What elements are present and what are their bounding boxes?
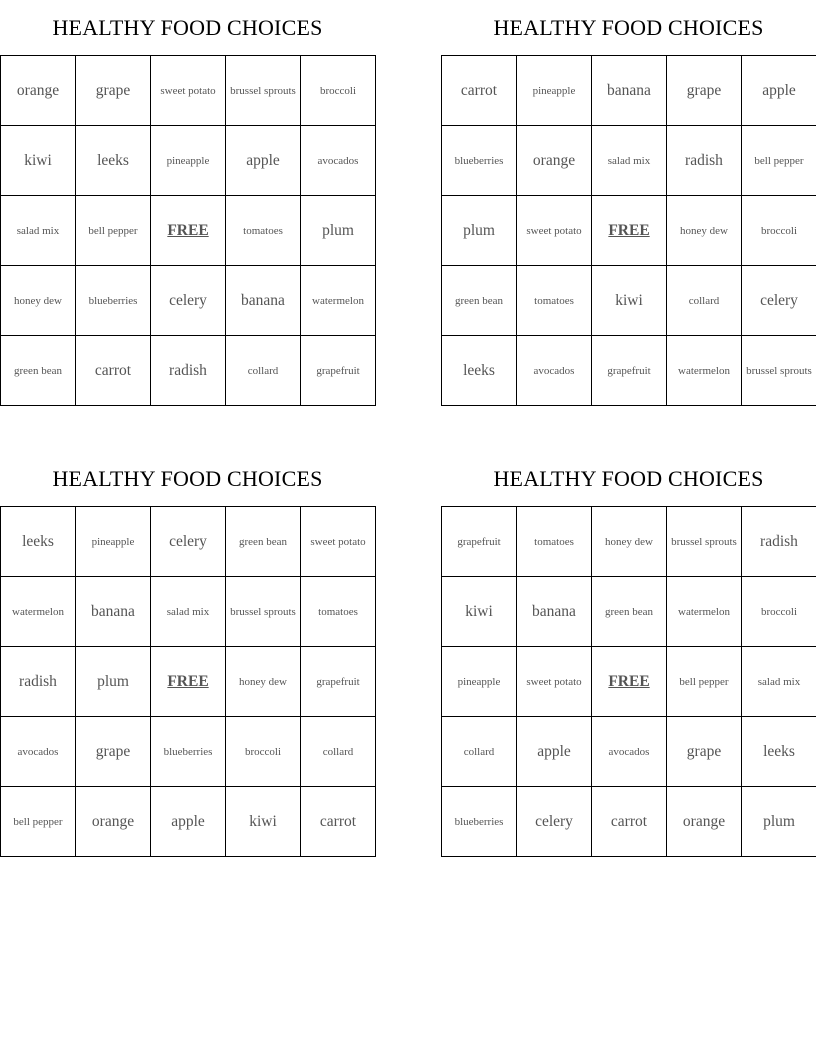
grid-cell: brussel sprouts xyxy=(742,336,816,406)
grid-cell: pineapple xyxy=(517,56,592,126)
grid-cell: grape xyxy=(76,56,151,126)
grid-cell: tomatoes xyxy=(226,196,301,266)
grid-cell: green bean xyxy=(442,266,517,336)
grid-cell: broccoli xyxy=(226,717,301,787)
grid-cell: radish xyxy=(1,647,76,717)
grid-row xyxy=(1,266,376,336)
bingo-card-2 xyxy=(441,0,816,406)
grid-cell: apple xyxy=(151,787,226,857)
grid-cell: kiwi xyxy=(442,577,517,647)
grid-cell: watermelon xyxy=(667,577,742,647)
bingo-grid xyxy=(0,55,376,406)
grid-cell: tomatoes xyxy=(517,266,592,336)
grid-cell: plum xyxy=(301,196,376,266)
grid-cell: broccoli xyxy=(301,56,376,126)
free-space-cell: FREE xyxy=(151,196,226,266)
grid-cell: blueberries xyxy=(442,126,517,196)
grid-cell: broccoli xyxy=(742,196,816,266)
grid-cell: brussel sprouts xyxy=(226,56,301,126)
grid-cell: blueberries xyxy=(151,717,226,787)
grid-cell: avocados xyxy=(517,336,592,406)
grid-row xyxy=(1,787,376,857)
card-title: HEALTHY FOOD CHOICES xyxy=(493,466,764,491)
grid-row xyxy=(1,717,376,787)
card-title: HEALTHY FOOD CHOICES xyxy=(493,15,764,40)
grid-cell: banana xyxy=(76,577,151,647)
grid-cell: watermelon xyxy=(667,336,742,406)
grid-row xyxy=(1,56,376,126)
grid-row xyxy=(442,196,816,266)
grid-row xyxy=(442,577,816,647)
grid-cell: celery xyxy=(151,507,226,577)
grid-cell: sweet potato xyxy=(517,647,592,717)
grid-cell: bell pepper xyxy=(742,126,816,196)
grid-cell: leeks xyxy=(76,126,151,196)
grid-row xyxy=(442,507,816,577)
grid-cell: grape xyxy=(76,717,151,787)
grid-row xyxy=(1,336,376,406)
grid-cell: kiwi xyxy=(1,126,76,196)
grid-cell: pineapple xyxy=(76,507,151,577)
grid-cell: sweet potato xyxy=(517,196,592,266)
grid-cell: honey dew xyxy=(226,647,301,717)
grid-cell: blueberries xyxy=(442,787,517,857)
grid-cell: grapefruit xyxy=(592,336,667,406)
grid-cell: grapefruit xyxy=(301,647,376,717)
grid-cell: banana xyxy=(226,266,301,336)
grid-row xyxy=(442,126,816,196)
grid-cell: grapefruit xyxy=(442,507,517,577)
grid-cell: pineapple xyxy=(442,647,517,717)
grid-cell: collard xyxy=(301,717,376,787)
grid-cell: honey dew xyxy=(1,266,76,336)
grid-cell: carrot xyxy=(301,787,376,857)
grid-row xyxy=(442,336,816,406)
grid-cell: bell pepper xyxy=(667,647,742,717)
grid-cell: salad mix xyxy=(592,126,667,196)
grid-cell: bell pepper xyxy=(76,196,151,266)
grid-cell: honey dew xyxy=(592,507,667,577)
card-title: HEALTHY FOOD CHOICES xyxy=(52,15,323,40)
grid-cell: orange xyxy=(76,787,151,857)
grid-cell: brussel sprouts xyxy=(226,577,301,647)
grid-cell: banana xyxy=(592,56,667,126)
grid-cell: sweet potato xyxy=(301,507,376,577)
grid-cell: carrot xyxy=(442,56,517,126)
grid-cell: honey dew xyxy=(667,196,742,266)
grid-cell: green bean xyxy=(226,507,301,577)
grid-cell: salad mix xyxy=(742,647,816,717)
grid-cell: plum xyxy=(442,196,517,266)
grid-row xyxy=(442,647,816,717)
bingo-grid xyxy=(441,55,816,406)
grid-cell: collard xyxy=(226,336,301,406)
grid-row xyxy=(1,196,376,266)
grid-row xyxy=(442,717,816,787)
grid-cell: avocados xyxy=(592,717,667,787)
grid-cell: avocados xyxy=(301,126,376,196)
grid-cell: grapefruit xyxy=(301,336,376,406)
grid-cell: carrot xyxy=(76,336,151,406)
grid-cell: celery xyxy=(742,266,816,336)
grid-cell: salad mix xyxy=(151,577,226,647)
grid-cell: orange xyxy=(517,126,592,196)
bingo-card-1 xyxy=(0,0,375,406)
grid-row xyxy=(442,787,816,857)
grid-cell: apple xyxy=(742,56,816,126)
grid-row xyxy=(1,647,376,717)
grid-cell: celery xyxy=(517,787,592,857)
free-space-cell: FREE xyxy=(592,647,667,717)
grid-cell: blueberries xyxy=(76,266,151,336)
bingo-grid xyxy=(0,506,376,857)
grid-cell: green bean xyxy=(1,336,76,406)
grid-cell: green bean xyxy=(592,577,667,647)
free-space-cell: FREE xyxy=(592,196,667,266)
grid-cell: broccoli xyxy=(742,577,816,647)
grid-cell: kiwi xyxy=(592,266,667,336)
grid-cell: orange xyxy=(667,787,742,857)
grid-cell: watermelon xyxy=(1,577,76,647)
grid-row xyxy=(1,507,376,577)
card-title: HEALTHY FOOD CHOICES xyxy=(52,466,323,491)
grid-cell: grape xyxy=(667,56,742,126)
grid-cell: kiwi xyxy=(226,787,301,857)
free-space-cell: FREE xyxy=(151,647,226,717)
grid-cell: banana xyxy=(517,577,592,647)
grid-cell: carrot xyxy=(592,787,667,857)
grid-row xyxy=(442,266,816,336)
grid-row xyxy=(442,56,816,126)
grid-cell: pineapple xyxy=(151,126,226,196)
grid-cell: sweet potato xyxy=(151,56,226,126)
grid-cell: plum xyxy=(76,647,151,717)
grid-cell: watermelon xyxy=(301,266,376,336)
grid-row xyxy=(1,126,376,196)
bingo-grid xyxy=(441,506,816,857)
grid-cell: brussel sprouts xyxy=(667,507,742,577)
grid-cell: radish xyxy=(151,336,226,406)
grid-cell: tomatoes xyxy=(301,577,376,647)
bingo-card-3 xyxy=(0,451,375,857)
grid-cell: orange xyxy=(1,56,76,126)
grid-cell: celery xyxy=(151,266,226,336)
grid-row xyxy=(1,577,376,647)
grid-cell: radish xyxy=(667,126,742,196)
grid-cell: leeks xyxy=(442,336,517,406)
grid-cell: grape xyxy=(667,717,742,787)
grid-cell: radish xyxy=(742,507,816,577)
bingo-card-4 xyxy=(441,451,816,857)
grid-cell: leeks xyxy=(742,717,816,787)
grid-cell: avocados xyxy=(1,717,76,787)
grid-cell: plum xyxy=(742,787,816,857)
grid-cell: apple xyxy=(517,717,592,787)
grid-cell: collard xyxy=(667,266,742,336)
grid-cell: tomatoes xyxy=(517,507,592,577)
grid-cell: bell pepper xyxy=(1,787,76,857)
grid-cell: apple xyxy=(226,126,301,196)
grid-cell: leeks xyxy=(1,507,76,577)
grid-cell: collard xyxy=(442,717,517,787)
grid-cell: salad mix xyxy=(1,196,76,266)
